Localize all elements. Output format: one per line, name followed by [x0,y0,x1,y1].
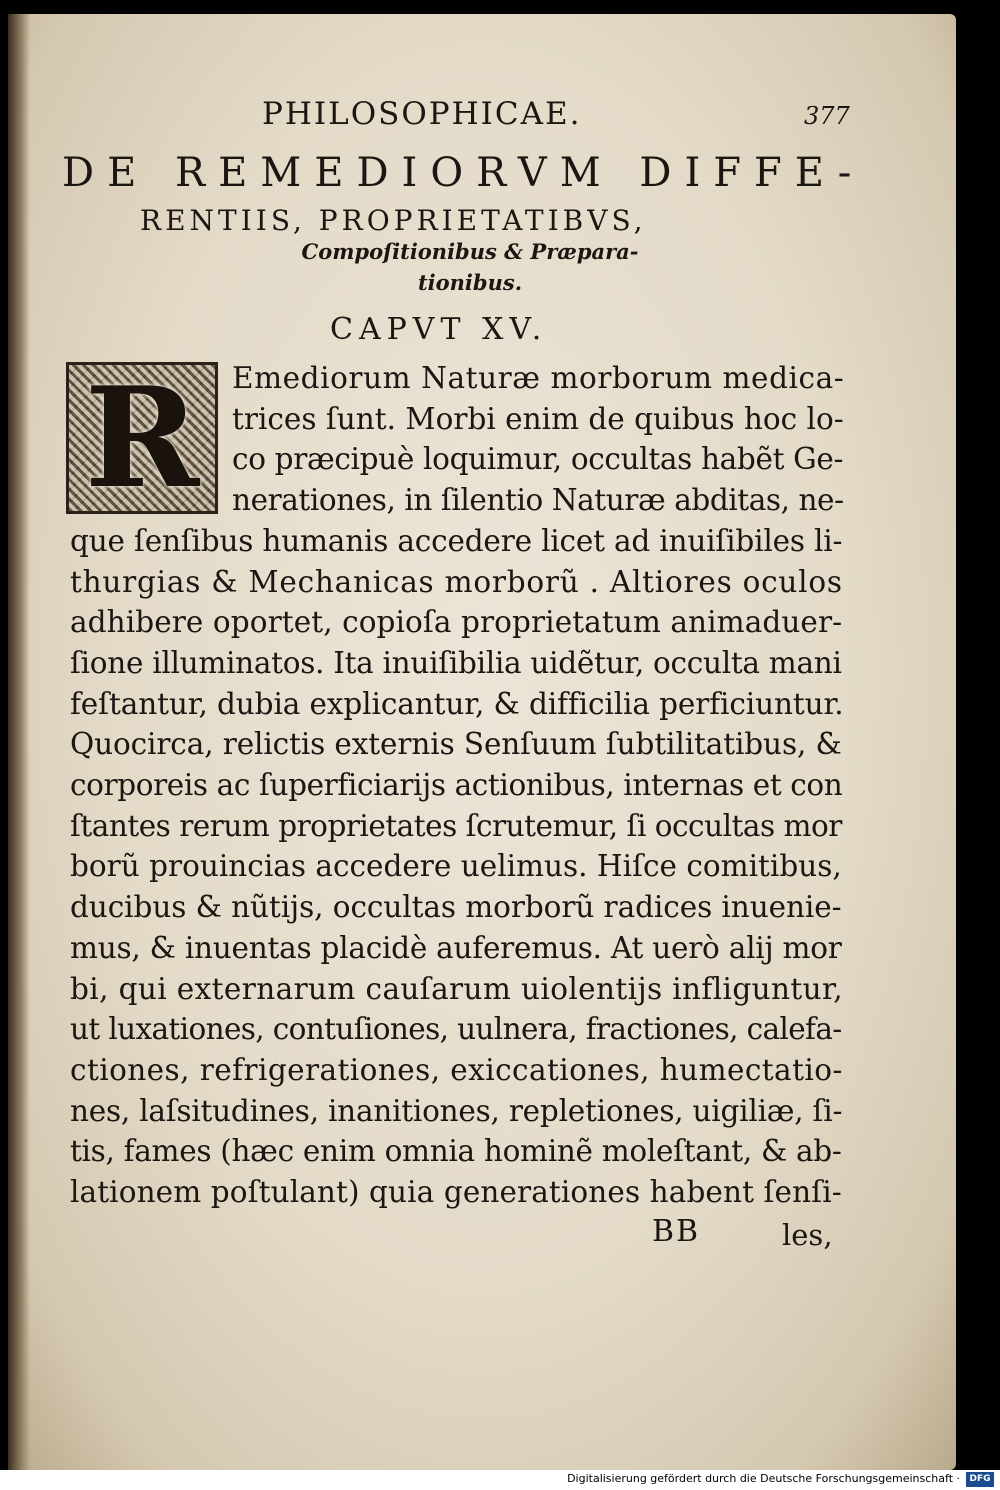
page-number: 377 [804,102,850,130]
decorated-initial [66,356,218,519]
text-line: feſtantur, dubia explicantur, & difficilia perficiuntur. [70,686,844,721]
catchword: les, [782,1218,833,1252]
text-line: que ſenſibus humanis accedere licet ad inuiſibiles li- [70,523,843,558]
signature-mark: BB [652,1214,701,1249]
text-line: Quocirca, relictis externis Senſuum ſubtilitatibus, & [70,727,842,762]
text-line: nerationes, in ſilentio Naturæ abditas, ne- [232,483,844,518]
chapter-heading: CAPVT XV. [330,312,548,347]
text-line: bi, qui externarum cauſarum uiolentijs infliguntur, [70,971,843,1006]
text-line: nes, laſsitudines, inanitiones, repletiones, uigiliæ, ſi- [70,1093,843,1128]
dfg-logo: DFG [966,1472,994,1487]
heading-subtitle [300,236,640,298]
book-spine-shadow [8,14,30,1470]
text-line: borũ prouincias accedere uelimus. Hiſce comitibus, [70,849,842,884]
text-line: tis, fames (hæc enim omnia hominẽ moleſtant, & ab- [70,1134,842,1169]
running-head [0,96,1000,136]
text-line: ſtantes rerum proprietates ſcrutemur, ſi occultas mor [70,808,842,843]
footer-bar [0,1470,1000,1490]
text-line: Emediorum Naturæ morborum medica- [232,361,845,395]
text-line: ut luxationes, contuſiones, uulnera, fractiones, calefa- [70,1012,842,1047]
text-line: trices ſunt. Morbi enim de quibus hoc lo- [232,401,844,436]
text-line: mus, & inuentas placidè auferemus. At uerò alij mor [70,930,842,965]
heading-line-2: RENTIIS, PROPRIETATIBVS, [140,204,647,237]
text-line: thurgias & Mechanicas morborũ . Altiores oculos [70,564,843,599]
heading-line-1: DE REMEDIORVM DIFFE- [62,150,865,196]
text-line: adhibere oportet, copioſa proprietatum animaduer- [70,605,843,640]
text-line: corporeis ac ſuperficiarijs actionibus, internas et con [70,768,843,802]
text-line: lationem poſtulant) quia generationes habent ſenſi- [70,1175,842,1209]
funding-credit: Digitalisierung gefördert durch die Deutsche Forschungsgemeinschaft · [567,1472,960,1485]
subtitle-line-1: Compoſitionibus & Præpara- [301,239,639,264]
text-line: co præcipuè loquimur, occultas habẽt Ge- [232,442,844,477]
text-line: ducibus & nũtijs, occultas morborũ radices inuenie- [70,890,842,925]
subtitle-line-2: tionibus. [417,270,522,295]
initial-letter: R [84,356,200,519]
text-line: ctiones, refrigerationes, exiccationes, humectatio- [70,1052,843,1087]
running-title: PHILOSOPHICAE. [262,96,582,132]
text-line: ſione illuminatos. Ita inuiſibilia uidẽtur, occulta mani [70,645,842,680]
